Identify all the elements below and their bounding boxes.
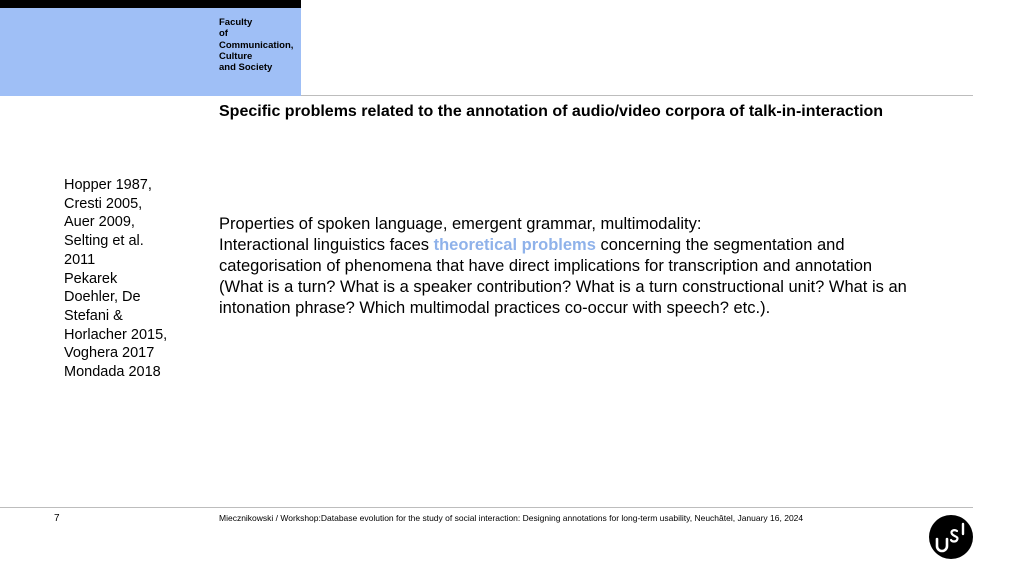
- highlighted-phrase: theoretical problems: [433, 236, 596, 254]
- body-line: Properties of spoken language, emergent grammar, multimodality:: [219, 215, 702, 233]
- reference-line: Pekarek: [64, 270, 118, 287]
- header-top-bar: [0, 0, 301, 8]
- usi-logo-icon: [928, 514, 974, 560]
- page-number: 7: [54, 513, 60, 524]
- footer-divider: [0, 507, 973, 508]
- faculty-line: Faculty: [219, 17, 253, 28]
- faculty-line: Culture: [219, 50, 253, 62]
- body-line: categorisation of phenomena that have direct implications for transcription and annotation: [219, 257, 873, 275]
- body-line: (What is a turn? What is a speaker contribution? What is a turn constructional unit? What is an: [219, 278, 907, 296]
- faculty-line: of: [219, 28, 228, 40]
- reference-line: Mondada 2018: [64, 364, 161, 381]
- body-text-segment: Interactional linguistics faces: [219, 236, 434, 254]
- slide-title: Specific problems related to the annotation of audio/video corpora of talk-in-interaction: [219, 103, 884, 120]
- faculty-line: and Society: [219, 62, 273, 74]
- reference-line: Hopper 1987,: [64, 177, 152, 193]
- reference-line: Voghera 2017: [64, 345, 155, 362]
- reference-line: Horlacher 2015,: [64, 326, 168, 343]
- body-text-segment: concerning the segmentation and: [595, 236, 845, 254]
- header-divider: [301, 95, 973, 96]
- references-list: [64, 176, 194, 382]
- body-line-with-highlight: [219, 235, 959, 256]
- reference-line: Stefani &: [64, 307, 123, 324]
- reference-line: Auer 2009,: [64, 214, 135, 231]
- faculty-name: [219, 17, 304, 73]
- footer-citation: Miecznikowski / Workshop:Database evolution for the study of social interaction: Designing annotations for long-term usability, Neuchâtel, January 16, 2024: [219, 513, 804, 523]
- reference-line: Selting et al.: [64, 233, 144, 250]
- reference-line: Doehler, De: [64, 289, 141, 306]
- faculty-line: Communication,: [219, 39, 294, 51]
- reference-line: Cresti 2005,: [64, 195, 143, 212]
- body-line: intonation phrase? Which multimodal practices co-occur with speech? etc.).: [219, 299, 771, 317]
- reference-line: 2011: [64, 251, 96, 268]
- body-paragraph: [219, 214, 959, 319]
